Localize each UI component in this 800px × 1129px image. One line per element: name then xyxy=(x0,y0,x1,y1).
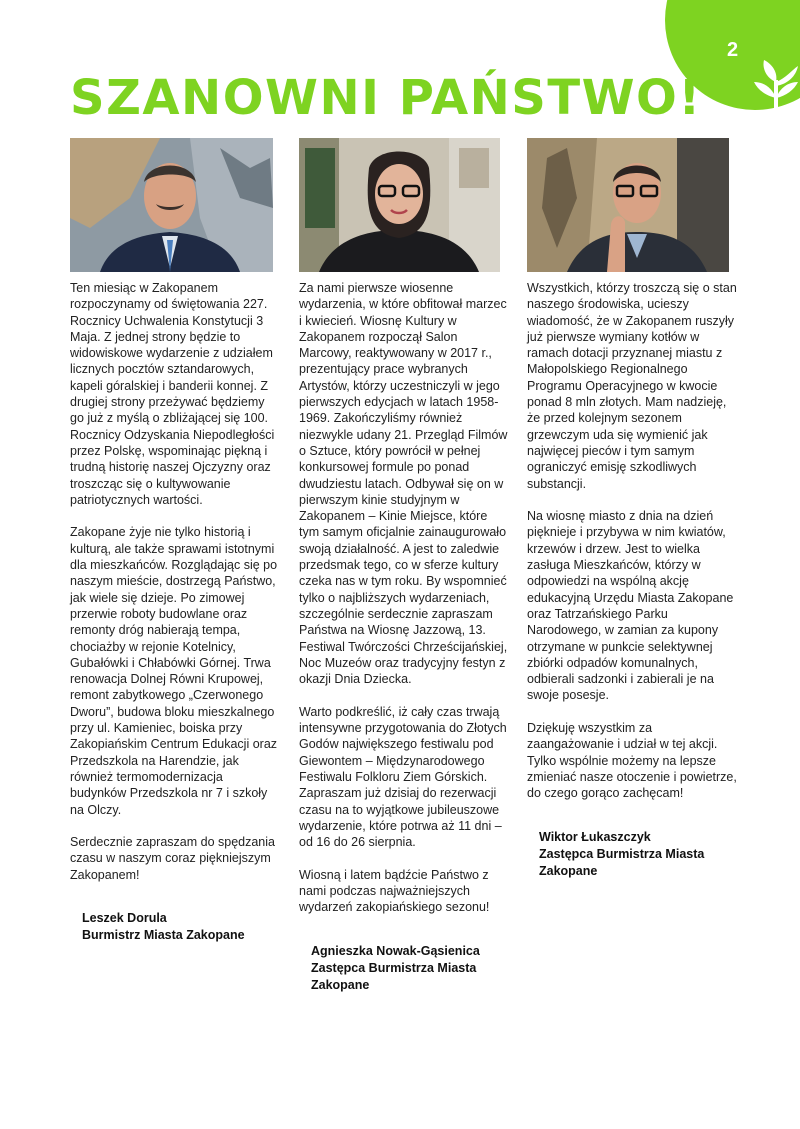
photo-agnieszka-nowak-gasienica xyxy=(299,138,500,272)
signature xyxy=(311,943,509,994)
signature-name: Agnieszka Nowak-Gąsienica xyxy=(311,943,480,958)
signature-role-cont: Zakopane xyxy=(539,863,598,878)
paragraph: Zakopane żyje nie tylko historią i kulturą, ale także sprawami istotnymi dla mieszkańców. Rozglądając się po naszym mieście, dostrzegą Państwo, jak wiele się dzieje. Po zimowej przerwie roboty budowlane oraz remonty dróg nabierają tempa, chociażby w rejonie Kotelnicy, Gubałówki i Chłabówki Górnej. Trwa renowacja Dolnej Równi Krupowej, remont zabytkowego „Czerwonego Dworu”, budowa bloku mieszkalnego przy ul. Kamieniec, boiska przy Zakopiańskim Centrum Edukacji oraz Przedszkola na Harendzie, jak również termomodernizacja budynków Przedszkola nr 7 i szkoły na Olczy. xyxy=(70,525,278,817)
paragraph: Dziękuję wszystkim za zaangażowanie i udział w tej akcji. Tylko wspólnie możemy na lepsze zmieniać nasze otoczenie i powietrze, do czego gorąco zachęcam! xyxy=(527,721,737,801)
paragraph: Na wiosnę miasto z dnia na dzień pięknieje i przybywa w nim kwiatów, krzewów i drzew. Jest to wielka zasługa Mieszkańców, którzy w odpowiedzi na wspólną akcję edukacyjną Urzędu Miasta Zakopane oraz Tatrzańskiego Parku Narodowego, w zamian za kupony otrzymane w punkcie selektywnej zbiórki odpadów komunalnych, odbierali sadzonki i zabierali je na swoje posesje. xyxy=(527,509,734,703)
signature-name: Wiktor Łukaszczyk xyxy=(539,829,651,844)
paragraph: Za nami pierwsze wiosenne wydarzenia, w które obfitował marzec i kwiecień. Wiosnę Kultury w Zakopanem rozpoczął Salon Marcowy, reaktywowany w 2017 r., prezentujący prace wybranych Artystów, którzy uczestniczyli w jego pierwszych edycjach w latach 1958-1969. Zakończyliśmy również niezwykle udany 21. Przegląd Filmów o Sztuce, który powrócił w pełnej konkursowej formule po ponad dwudziestu latach. Odbywał się on w pierwszym kinie studyjnym w Zakopanem – Kinie Miejsce, które tym samym oficjalnie zainaugurowało swoją działalność. A jest to zaledwie przedsmak tego, co w sferze kultury czeka nas w tym roku. By wspomnieć tylko o najbliższych wydarzeniach, szczególnie serdecznie zapraszam Państwa na Wiosnę Jazzową, 13. Festiwal Twórczości Chrześcijańskiej, Noc Muzeów oraz tradycyjny festyn z okazji Dnia Dziecka. xyxy=(299,281,508,687)
paragraph: Serdecznie zapraszam do spędzania czasu w naszym coraz piękniejszym Zakopanem! xyxy=(70,835,275,882)
photo-wiktor-lukaszczyk xyxy=(527,138,729,272)
paragraph: Wszystkich, którzy troszczą się o stan naszego środowiska, ucieszy wiadomość, że w Zakopanem ruszyły już pierwsze wymiany kotłów w ramach dotacji przyznanej miastu z Małopolskiego Regionalnego Programu Operacyjnego w kwocie ponad 8 mln złotych. Mam nadzieję, że przed kolejnym sezonem grzewczym uda się wymienić jak najwięcej pieców i tym samym ograniczyć emisję szkodliwych substancji. xyxy=(527,281,737,491)
signature-role: Burmistrz Miasta Zakopane xyxy=(82,927,245,942)
signature-role-cont: Zakopane xyxy=(311,977,370,992)
signature xyxy=(82,910,280,944)
page-title: SZANOWNI PAŃSTWO! xyxy=(70,70,702,126)
paragraph: Ten miesiąc w Zakopanem rozpoczynamy od świętowania 227. Rocznicy Uchwalenia Konstytucji 3 Maja. Z jednej strony będzie to widowiskowe wydarzenie z udziałem licznych pocztów sztandarowych, kapeli góralskiej i banderii konnej. Z drugiej strony przeżywać będziemy go już z myślą o zbliżającej się 100. Rocznicy Odzyskania Niepodległości przez Polskę, wspominając piękną i trudną historię naszej Ojczyzny oraz troszcząc się o kultywowanie patriotycznych wartości. xyxy=(70,281,275,507)
signature-role: Zastępca Burmistrza Miasta xyxy=(311,960,477,975)
signature-name: Leszek Dorula xyxy=(82,910,167,925)
column-leszek-dorula xyxy=(70,280,280,944)
leaf-sprout-icon xyxy=(752,58,800,114)
photo-leszek-dorula xyxy=(70,138,273,272)
column-wiktor-lukaszczyk xyxy=(527,280,737,880)
paragraph: Warto podkreślić, iż cały czas trwają intensywne przygotowania do Złotych Godów największego festiwalu pod Giewontem – Międzynarodowego Festiwalu Folkloru Ziem Górskich. Zapraszam już dzisiaj do rezerwacji czasu na to wyjątkowe jubileuszowe wydarzenie, które potrwa aż 11 dni – od 16 do 26 sierpnia. xyxy=(299,704,507,850)
paragraph: Wiosną i latem bądźcie Państwo z nami podczas najważniejszych wydarzeń zakopiańskiego sezonu! xyxy=(299,867,490,915)
column-agnieszka-nowak-gasienica xyxy=(299,280,509,994)
signature xyxy=(539,829,737,880)
page-number: 2 xyxy=(727,39,739,61)
signature-role: Zastępca Burmistrza Miasta xyxy=(539,846,705,861)
